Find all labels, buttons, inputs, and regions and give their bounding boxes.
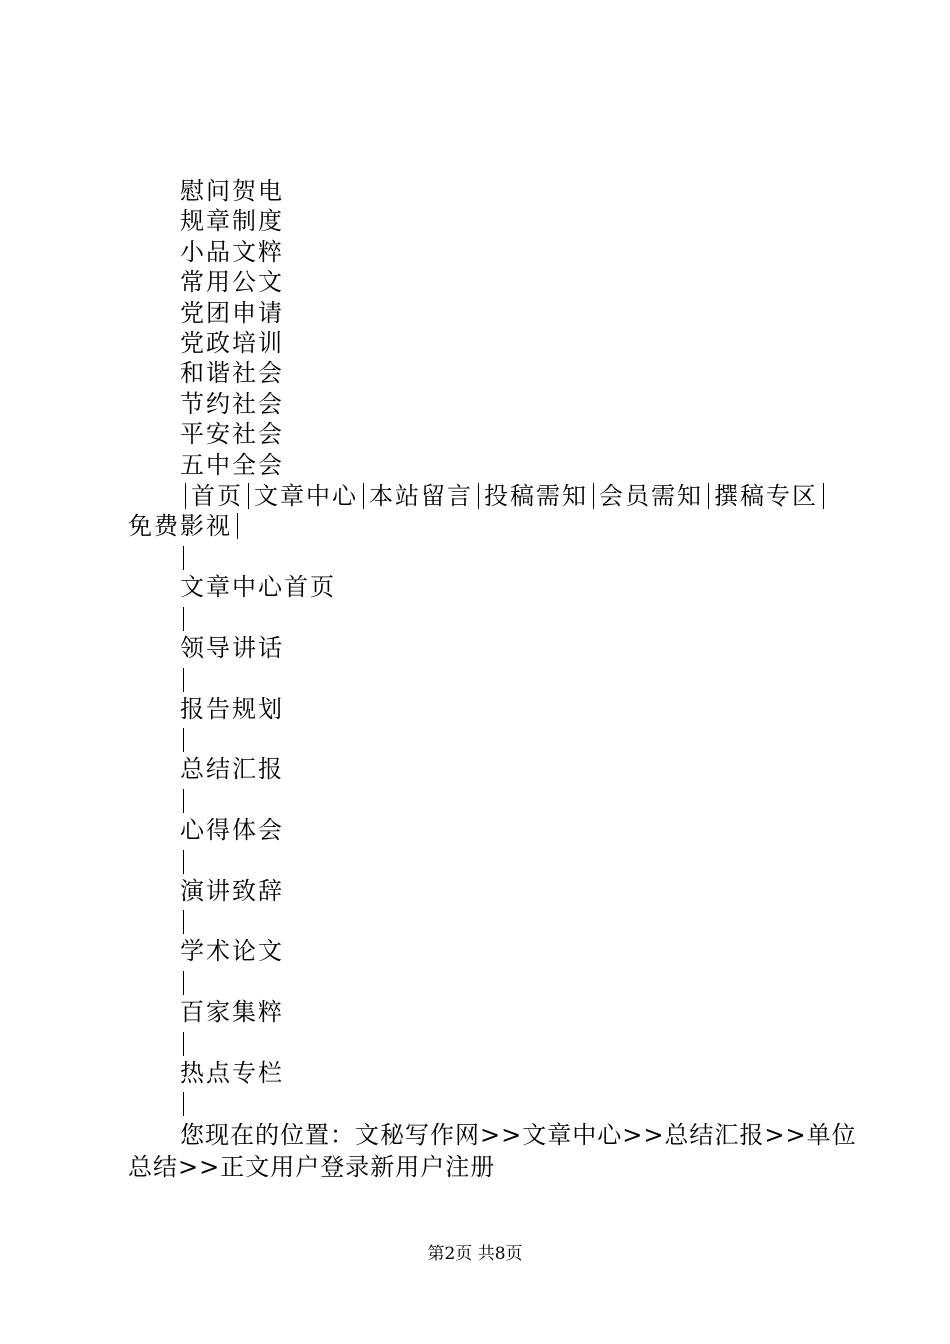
nav-separator [183,850,184,874]
category-item[interactable]: 规章制度 [180,207,284,235]
category-item[interactable]: 慰问贺电 [180,177,284,205]
article-nav-item[interactable]: 报告规划 [180,695,284,723]
nav-link-guestbook[interactable]: 本站留言 [369,482,473,510]
nav-separator [248,483,249,509]
nav-separator [185,483,186,509]
category-item[interactable]: 平安社会 [180,420,284,448]
category-item[interactable]: 常用公文 [180,268,284,296]
nav-separator [183,1032,184,1056]
breadcrumb-continued: 总结>>正文用户登录新用户注册 [128,1153,496,1181]
nav-link-home[interactable]: 首页 [191,482,243,510]
category-item[interactable]: 节约社会 [180,390,284,418]
nav-separator [183,668,184,692]
category-item[interactable]: 党政培训 [180,329,284,357]
article-nav-item[interactable]: 热点专栏 [180,1059,284,1087]
nav-separator [183,1092,184,1116]
nav-link-articles[interactable]: 文章中心 [254,482,358,510]
page-number: 第2页 共8页 [427,1244,523,1264]
article-nav-item[interactable]: 心得体会 [180,816,284,844]
nav-link-submission[interactable]: 投稿需知 [484,482,588,510]
top-nav [180,481,829,511]
nav-separator [183,728,184,752]
nav-separator [183,607,184,631]
article-nav-item[interactable]: 文章中心首页 [180,573,336,601]
category-item[interactable]: 和谐社会 [180,359,284,387]
nav-separator [823,483,824,509]
nav-link-member[interactable]: 会员需知 [599,482,703,510]
article-nav-item[interactable]: 总结汇报 [180,755,284,783]
nav-separator [237,513,238,539]
category-item[interactable]: 党团申请 [180,299,284,327]
top-nav-continued [128,511,243,541]
nav-link-writers[interactable]: 撰稿专区 [714,482,818,510]
nav-separator [478,483,479,509]
category-item[interactable]: 五中全会 [180,451,284,479]
breadcrumb: 您现在的位置：文秘写作网>>文章中心>>总结汇报>>单位 [180,1121,857,1149]
nav-separator [708,483,709,509]
category-item[interactable]: 小品文粹 [180,238,284,266]
nav-separator [183,971,184,995]
nav-separator [363,483,364,509]
article-nav-item[interactable]: 百家集粹 [180,998,284,1026]
article-nav-item[interactable]: 领导讲话 [180,634,284,662]
nav-separator [183,789,184,813]
nav-separator [183,546,184,570]
article-nav-item[interactable]: 学术论文 [180,937,284,965]
nav-link-movies[interactable]: 免费影视 [128,512,232,540]
nav-separator [593,483,594,509]
nav-separator [183,910,184,934]
article-nav-item[interactable]: 演讲致辞 [180,877,284,905]
